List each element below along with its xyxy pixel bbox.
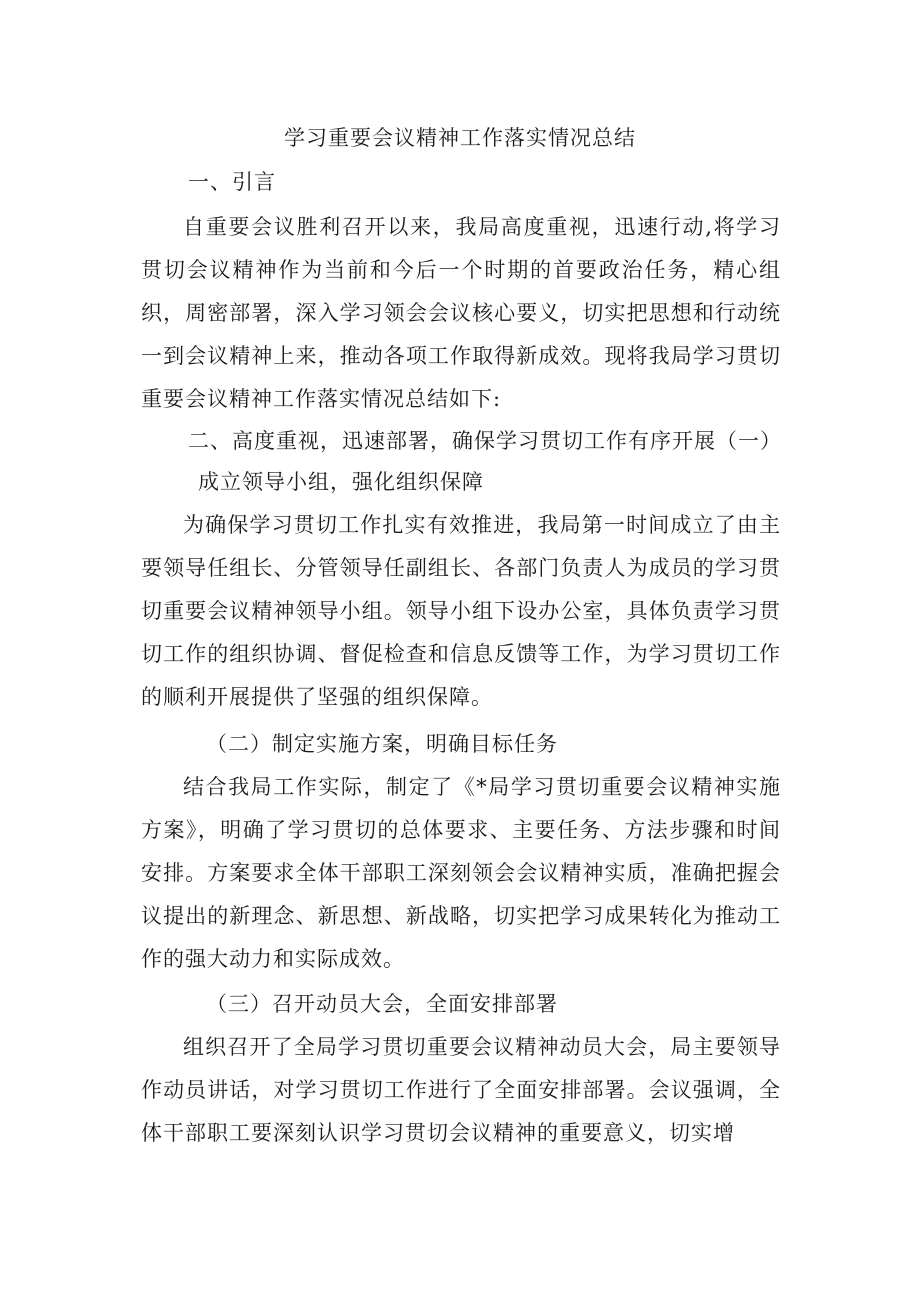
document-title: 学习重要会议精神工作落实情况总结 [284, 126, 636, 150]
paragraph-mobilization-meeting: 组织召开了全局学习贯切重要会议精神动员大会，局主要领导作动员讲话，对学习贯切工作进行了全面安排部署。会议强调，全体干部职工要深刻认识学习贯切会议精神的重要意义，切实增 [141, 1035, 781, 1145]
subheading-leadership-group: 成立领导小组，强化组织保障 [198, 470, 484, 494]
paragraph-implementation-plan: 结合我局工作实际，制定了《*局学习贯切重要会议精神实施方案》，明确了学习贯切的总体要求、主要任务、方法步骤和时间安排。方案要求全体干部职工深刻领会会议精神实质，准确把握会议提出的新理念、新思想、新战略，切实把学习成果转化为推动工作的强大动力和实际成效。 [141, 775, 781, 971]
paragraph-leadership-group: 为确保学习贯切工作扎实有效推进，我局第一时间成立了由主要领导任组长、分管领导任副组长、各部门负责人为成员的学习贯切重要会议精神领导小组。领导小组下设办公室，具体负责学习贯切工作的组织协调、督促检查和信息反馈等工作，为学习贯切工作的顺利开展提供了坚强的组织保障。 [141, 513, 781, 709]
subheading-implementation-plan: （二）制定实施方案，明确目标任务 [206, 732, 558, 756]
section-heading-deployment: 二、高度重视，迅速部署，确保学习贯切工作有序开展（一） [188, 429, 782, 453]
section-heading-introduction: 一、引言 [188, 170, 276, 194]
subheading-mobilization-meeting: （三）召开动员大会，全面安排部署 [206, 992, 558, 1016]
paragraph-introduction: 自重要会议胜利召开以来，我局高度重视，迅速行动,将学习贯切会议精神作为当前和今后一个时期的首要政治任务，精心组织，周密部署，深入学习领会会议核心要义，切实把思想和行动统一到会议精神上来，推动各项工作取得新成效。现将我局学习贯切重要会议精神工作落实情况总结如下: [141, 215, 781, 411]
